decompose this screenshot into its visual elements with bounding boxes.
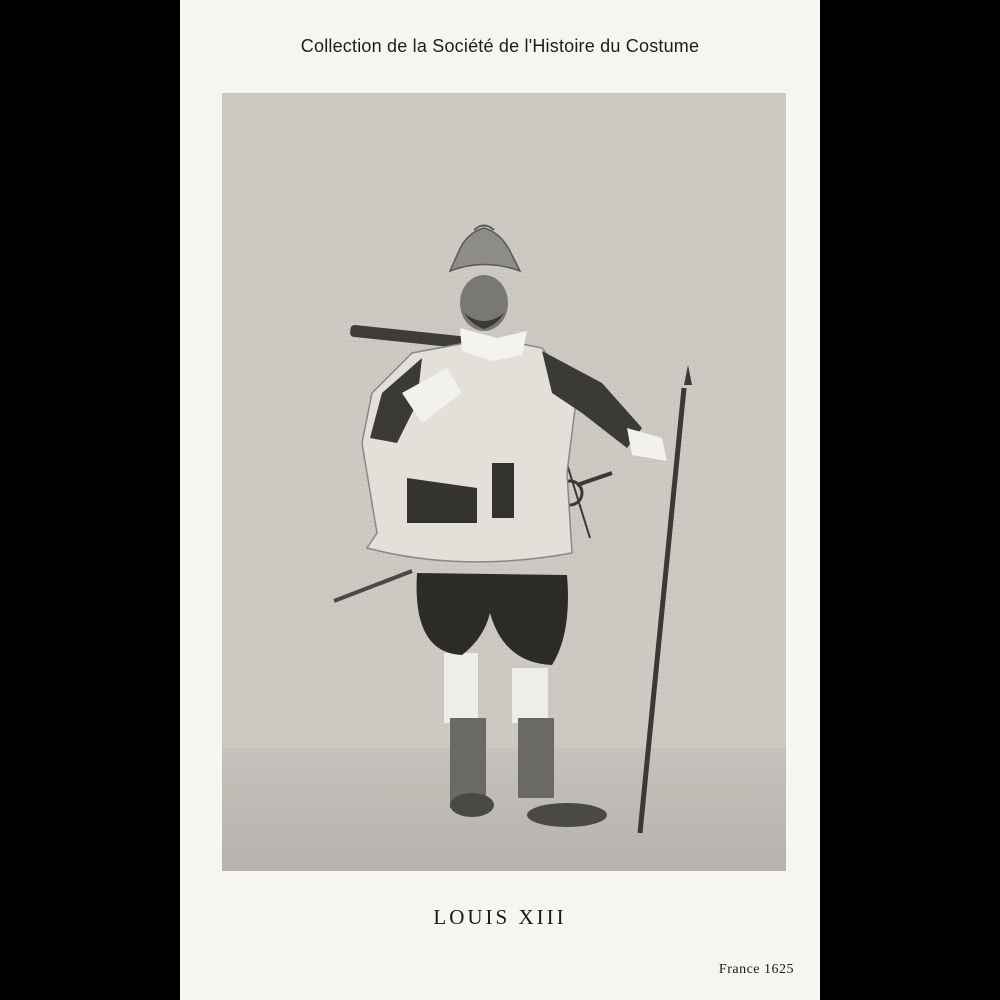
right-stocking xyxy=(512,668,548,723)
left-stocking xyxy=(444,653,478,723)
tassel xyxy=(492,463,514,518)
right-shoe xyxy=(527,803,607,827)
costume-photograph xyxy=(222,93,786,871)
tunic xyxy=(362,338,577,562)
place-date: France 1625 xyxy=(718,962,794,977)
collection-header: Collection de la Société de l'Histoire du Costume xyxy=(300,36,700,56)
photo-illustration xyxy=(222,93,786,871)
plate-title: LOUIS XIII xyxy=(433,905,567,929)
postcard xyxy=(180,0,820,1000)
right-boot xyxy=(518,718,554,798)
studio-floor xyxy=(222,748,786,871)
